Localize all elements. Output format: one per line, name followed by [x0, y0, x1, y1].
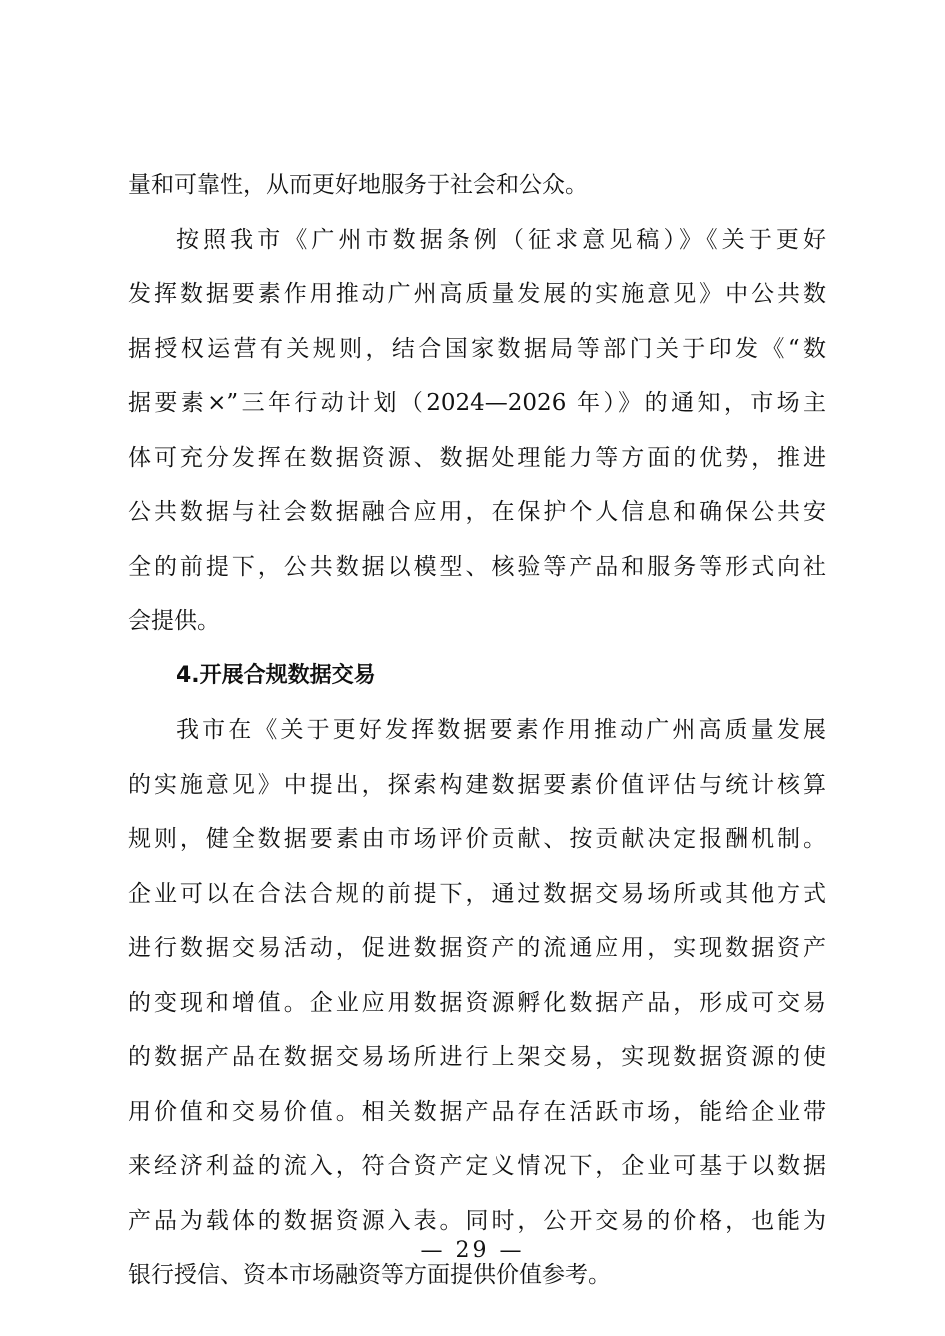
- page-number: — 29 —: [420, 1238, 525, 1263]
- text-line: 据要素×”三年行动计划（2024—2026 年）》的通知，市场主: [128, 390, 826, 416]
- text-line: 用价值和交易价值。相关数据产品存在活跃市场，能给企业带: [128, 1098, 826, 1125]
- text-line: 来经济利益的流入，符合资产定义情况下，企业可基于以数据: [128, 1153, 826, 1179]
- text-line: 规则，健全数据要素由市场评价贡献、按贡献决定报酬机制。: [128, 826, 826, 852]
- text-line: 发挥数据要素作用推动广州高质量发展的实施意见》中公共数: [128, 281, 826, 307]
- text-line: 按照我市《广州市数据条例（征求意见稿）》《关于更好: [176, 226, 826, 253]
- text-line: 企业可以在合法合规的前提下，通过数据交易场所或其他方式: [128, 880, 826, 907]
- text-line: 体可充分发挥在数据资源、数据处理能力等方面的优势，推进: [128, 444, 826, 471]
- text-line: 我市在《关于更好发挥数据要素作用推动广州高质量发展: [176, 717, 826, 743]
- text-line: 进行数据交易活动，促进数据资产的流通应用，实现数据资产: [128, 935, 826, 961]
- text-line: 会提供。: [128, 608, 220, 634]
- text-line: 的变现和增值。企业应用数据资源孵化数据产品，形成可交易: [128, 989, 826, 1016]
- text-line: 公共数据与社会数据融合应用，在保护个人信息和确保公共安: [128, 499, 826, 525]
- text-line: 量和可靠性，从而更好地服务于社会和公众。: [128, 172, 588, 198]
- text-line: 的数据产品在数据交易场所进行上架交易，实现数据资源的使: [128, 1044, 826, 1070]
- section-heading: 4.开展合规数据交易: [176, 662, 376, 688]
- text-line: 产品为载体的数据资源入表。同时，公开交易的价格，也能为: [128, 1207, 826, 1234]
- text-line: 银行授信、资本市场融资等方面提供价值参考。: [128, 1262, 611, 1288]
- document-body: [128, 158, 826, 1303]
- text-line: 的实施意见》中提出，探索构建数据要素价值评估与统计核算: [128, 771, 826, 798]
- text-line: 全的前提下，公共数据以模型、核验等产品和服务等形式向社: [128, 553, 826, 580]
- text-line: 据授权运营有关规则，结合国家数据局等部门关于印发《“数: [128, 335, 826, 362]
